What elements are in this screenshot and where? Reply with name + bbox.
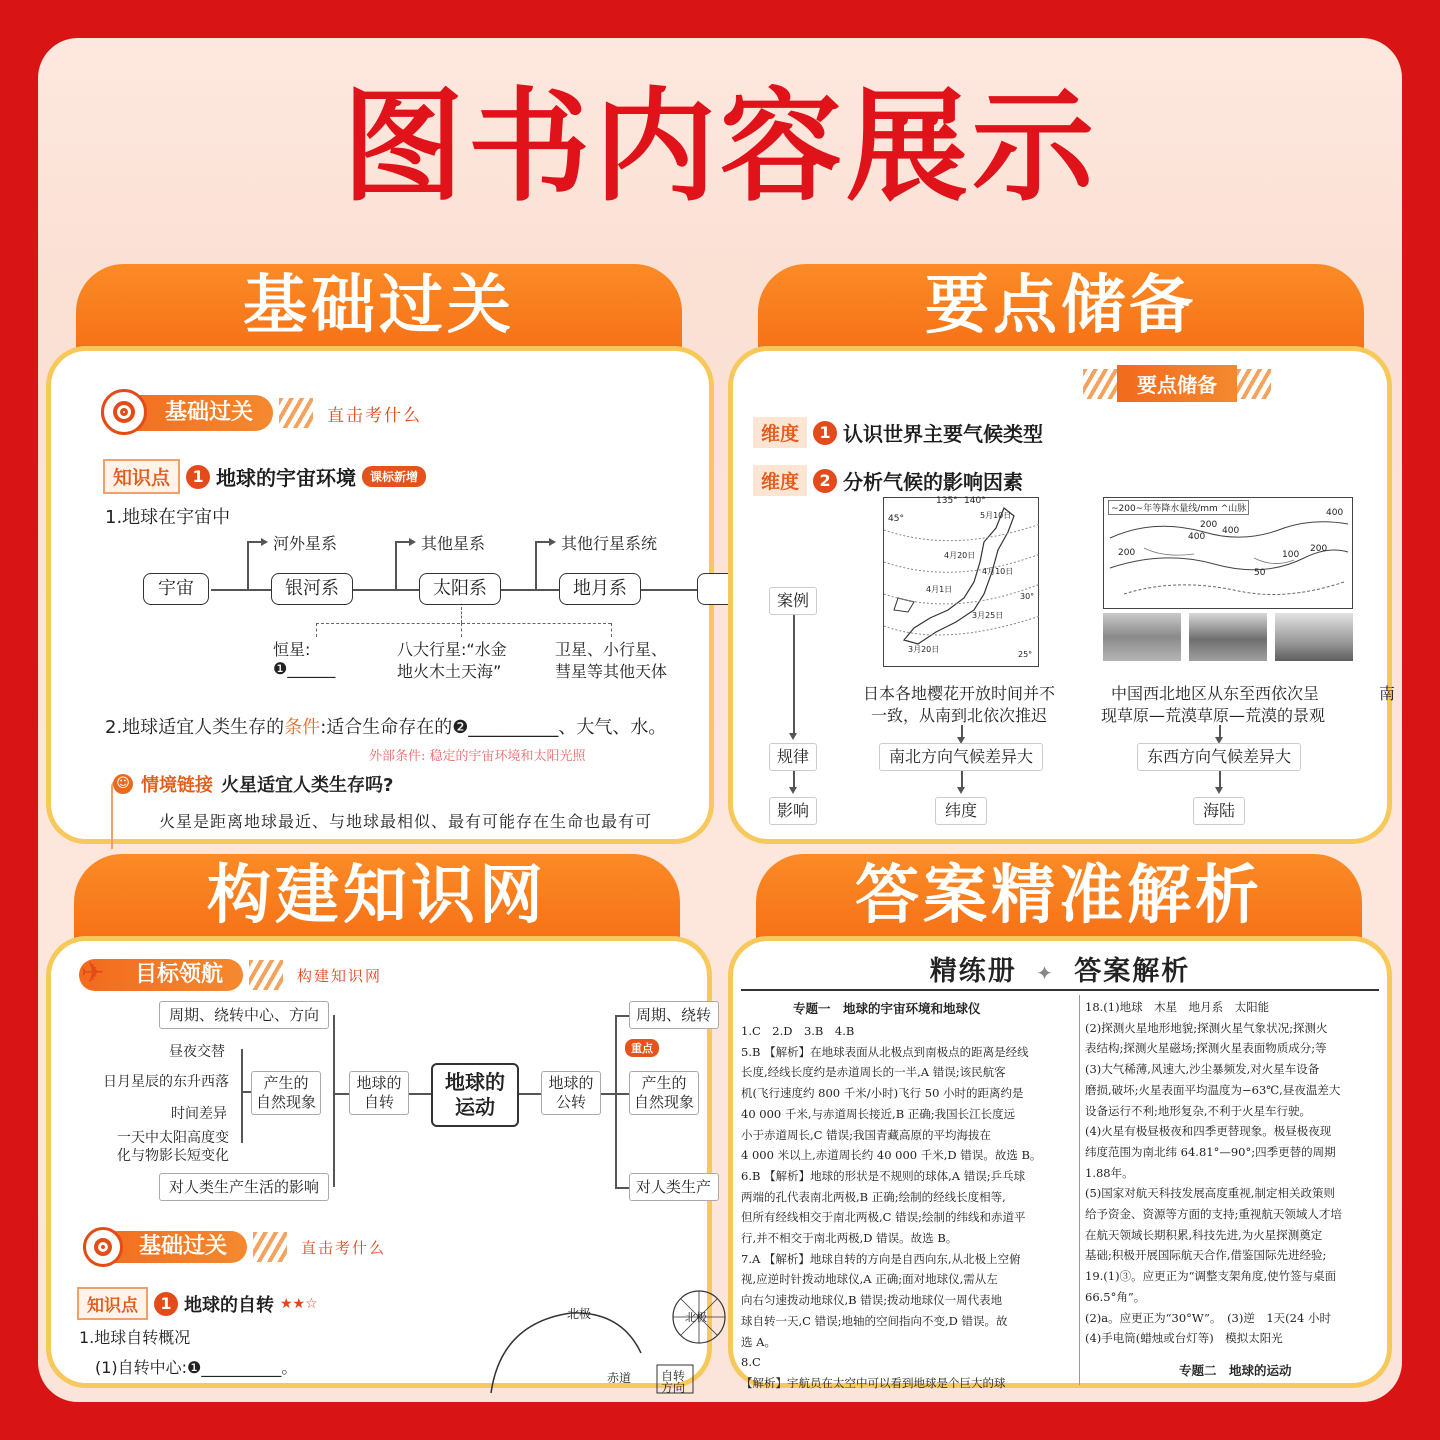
connector	[615, 1015, 629, 1017]
section-subtitle: 直击考什么	[327, 405, 423, 426]
case-1-line-1: 日本各地樱花开放时间并不	[863, 684, 1056, 703]
map-label: 4月1日	[926, 585, 953, 594]
connector	[615, 1015, 617, 1187]
dashed-connector	[611, 623, 612, 637]
section-label: 基础过关	[83, 1231, 247, 1263]
net-item: 对人类生产	[629, 1173, 719, 1201]
tab-basic-pass: 基础过关	[76, 264, 682, 374]
node-text: 地球的	[445, 1070, 505, 1094]
dashed-connector	[461, 607, 462, 623]
hatch-decoration	[279, 398, 313, 428]
fig-label: 北极	[567, 1307, 592, 1321]
connector	[615, 1187, 629, 1189]
panel-knowledge-net	[46, 936, 712, 1395]
node-text: 地球的	[548, 1074, 594, 1093]
page-title: 图书内容展示	[342, 76, 1098, 218]
case-2-line-2: 现草原—荒漠草原—荒漠的景观	[1101, 706, 1326, 725]
left-heading: 专题一 地球的宇宙环境和地球仪	[793, 1001, 981, 1016]
panel-answer-analysis	[728, 936, 1392, 1388]
answer-title	[733, 949, 1387, 988]
fig-label: 北极	[685, 1311, 707, 1324]
kp-number: 1	[186, 465, 210, 489]
dim-tag: 维度	[753, 465, 807, 496]
sub-label: 八大行星:“水金	[397, 640, 507, 659]
answer-title-a: 精练册	[929, 956, 1017, 987]
node-earth-motion	[431, 1063, 519, 1127]
section-subtitle: 构建知识网	[297, 966, 383, 985]
map-label: 200	[1118, 548, 1136, 558]
node-revolution	[541, 1071, 601, 1115]
tab-knowledge-net: 构建知识网	[74, 854, 680, 964]
fig-label: 赤道	[607, 1371, 632, 1385]
branch-line	[395, 541, 397, 589]
case-1-line-2: 一致，从南到北依次推迟	[871, 706, 1048, 725]
node-text: 自然现象	[633, 1093, 694, 1111]
sub-label: 卫星、小行星、	[555, 640, 668, 659]
node-text: 运动	[455, 1095, 495, 1119]
net-item: 对人类生产生活的影响	[159, 1173, 329, 1201]
item-heading: 1.地球自转概况	[79, 1328, 191, 1347]
hatch-decoration	[253, 1232, 287, 1262]
map-label: 3月25日	[972, 611, 1004, 620]
section-subtitle: 直击考什么	[301, 1238, 387, 1257]
section-label: 要点储备	[1117, 365, 1237, 402]
map-label: 50	[1254, 568, 1266, 578]
node-text: 自然现象	[255, 1093, 316, 1111]
sub-label: 地火木土天海”	[397, 662, 502, 681]
tab-answer-analysis: 答案精准解析	[756, 854, 1362, 964]
row-label-rule: 规律	[769, 743, 817, 771]
net-item: 周期、绕转中心、方向	[159, 1001, 329, 1029]
node-phenomena-right	[629, 1071, 699, 1115]
case-3: 南	[1379, 684, 1396, 703]
dim-title: 分析气候的影响因素	[843, 470, 1024, 494]
node-text: 自转	[363, 1093, 394, 1111]
map-legend: ~200~年等降水量线/mm ^山脉	[1108, 500, 1249, 515]
branch-line	[247, 541, 249, 589]
content-card	[38, 38, 1402, 1402]
right-heading: 专题二 地球的运动	[1179, 1363, 1292, 1378]
kp-tag: 知识点	[103, 459, 180, 494]
kp-badge: 课标新增	[362, 466, 426, 487]
smile-icon: ☺	[113, 774, 133, 794]
desert-photo	[1275, 613, 1353, 661]
connector	[333, 1015, 335, 1187]
map-label: 140°	[964, 496, 986, 506]
effect-1: 纬度	[935, 797, 987, 825]
blank-1: ❶______	[273, 659, 336, 678]
section-header	[101, 395, 422, 431]
map-label: 100	[1282, 550, 1300, 560]
node-text: 产生的	[641, 1074, 687, 1093]
rule-1: 南北方向气候差异大	[879, 743, 1043, 771]
handwritten-note: 外部条件: 稳定的宇宙环境和太阳光照	[369, 749, 586, 764]
section-header	[79, 956, 383, 991]
star-divider-icon: ✦	[1036, 961, 1055, 985]
net-item: 昼夜交替	[169, 1044, 225, 1060]
dashed-connector	[316, 623, 317, 637]
grassland-photo	[1103, 613, 1181, 661]
net-item: 一天中太阳高度变	[117, 1130, 229, 1146]
panel-key-points	[728, 346, 1396, 844]
hatch-decoration	[1083, 369, 1117, 399]
section-label: 基础过关	[101, 395, 273, 431]
map-label: 400	[1222, 526, 1240, 536]
map-label: 45°	[888, 514, 904, 524]
item-2-keyword: 条件	[284, 717, 321, 738]
connector	[615, 1093, 629, 1095]
node-phenomena-left	[251, 1071, 321, 1115]
section-label: 目标领航	[79, 959, 243, 991]
tab-key-points: 要点储备	[758, 264, 1364, 374]
node-rotation	[349, 1071, 409, 1115]
link-text: 火星是距离地球最近、与地球最相似、最有可能存在生命也最有可	[159, 812, 653, 831]
branch-label: 其他星系	[421, 534, 486, 553]
dashed-connector	[461, 623, 462, 637]
connector	[519, 1093, 543, 1095]
map-label: 4月20日	[944, 551, 976, 560]
effect-2: 海陆	[1193, 797, 1245, 825]
paper-plane-icon: ✈	[81, 956, 105, 989]
map-label: 200	[1310, 544, 1328, 554]
map-label: 4月10日	[982, 567, 1014, 576]
kp-stars: ★★☆	[280, 1295, 318, 1312]
arrow	[549, 538, 556, 546]
hatch-decoration	[249, 960, 283, 990]
kp-number: 1	[154, 1292, 178, 1316]
branch-line	[535, 541, 537, 589]
map-label: 135°	[936, 496, 958, 506]
hatch-decoration	[1237, 369, 1271, 399]
arrow	[409, 538, 416, 546]
knowledge-point	[103, 459, 426, 494]
connector	[793, 615, 795, 735]
link-title: 火星适宜人类生存吗?	[221, 775, 394, 796]
net-item: 日月星辰的东升西落	[103, 1074, 229, 1090]
dim-title: 认识世界主要气候类型	[843, 422, 1044, 446]
map-label: 400	[1326, 508, 1344, 518]
map-label: 5月10日	[980, 511, 1012, 520]
arrow	[957, 787, 965, 794]
node-solar-system: 太阳系	[419, 573, 501, 605]
target-icon	[101, 389, 147, 435]
item-blank: (1)自转中心:❶__________。	[95, 1358, 298, 1377]
row-label-case: 案例	[769, 587, 817, 615]
dim-number: 2	[813, 469, 837, 493]
item-2-text: :适合生命存在的❷__________、大气、水。	[320, 717, 667, 738]
row-label-effect: 影响	[769, 797, 817, 825]
right-answers: 18.(1)地球 木星 地月系 太阳能 (2)探测火星地形地貌;探测火星气象状况;探测火 表结构;探测火星磁场;探测火星表面物质成分;等 (3)大气稀薄,风速大,沙尘暴频发,对火星车设备 磨损,破坏;火星表面平均温度为−63℃,昼夜温差大 设备运行不利;地形复杂,不利于火星车行驶。 (4)火星有极昼极夜和四季更替现象。极昼极夜现 纬度范围为南北纬 64.81°—90°;四季更替的周期 1.88年。 (5)国家对航天科技发展高度重视,制定相关政策则 给予资金、资源等方面的支持;重视航天领域人才培 在航天领域长期积累,科技先进,为火星探测奠定 基础;积极开展国际航天合作,借鉴国际先进经验; 19.(1)③。应更正为“调整支架角度,使竹签与桌面 66.5°角”。 (2)a。应更正为“30°W”。 (3)逆 1天(24 小时 (4)手电筒(蜡烛或台灯等) 模拟太阳光	[1085, 1000, 1342, 1346]
item-2	[105, 713, 666, 739]
node-text: 地球的	[356, 1074, 402, 1093]
kp-tag: 知识点	[77, 1287, 148, 1320]
dashed-connector	[316, 623, 611, 624]
japan-map-svg	[884, 498, 1040, 668]
branch-label: 其他行星系统	[561, 534, 658, 553]
kp-title: 地球的自转	[184, 1294, 274, 1316]
connector	[409, 1093, 433, 1095]
map-label: 200	[1200, 520, 1218, 530]
node-milky-way: 银河系	[271, 573, 353, 605]
dimension-2	[753, 465, 1023, 496]
node-earth-moon: 地月系	[559, 573, 641, 605]
net-item: 周期、绕转	[629, 1001, 719, 1029]
item-heading: 1.地球在宇宙中	[105, 507, 231, 528]
map-label: 400	[1188, 532, 1206, 542]
arrow	[261, 538, 268, 546]
desert-steppe-photo	[1189, 613, 1267, 661]
connector	[241, 1049, 243, 1143]
target-icon	[83, 1227, 123, 1267]
key-badge: 重点	[625, 1039, 659, 1057]
sub-label: 彗星等其他天体	[555, 662, 668, 681]
dim-number: 1	[813, 421, 837, 445]
net-item: 化与物影长短变化	[117, 1148, 229, 1164]
left-answers: 1.C 2.D 3.B 4.B 5.B 【解析】在地球表面从北极点到南极点的距离是经线 长度,经线长度约是赤道周长的一半,A 错误;该民航客 机(飞行速度约 800 千米/小时)飞行 50 小时的距离约是 40 000 千米,与赤道周长接近,B 正确;我国长江长度远 小于赤道周长,C 错误;我国青藏高原的平均海拔在 4 000 米以上,赤道周长约 40 000 千米,D 错误。故选 B。 6.B 【解析】地球的形状是不规则的球体,A 错误;乒乓球 两端的孔代表南北两极,B 正确;绘制的经线长度相等, 但所有经线相交于南北两极,C 错误;绘制的纬线和赤道平 行,并不相交于南北两极,D 错误。故选 B。 7.A 【解析】地球自转的方向是自西向东,从北极上空俯 视,应逆时针拨动地球仪,A 正确;面对地球仪,需从左 向右匀速拨动地球仪,B 错误;拨动地球仪一周代表地 球自转一天,C 错误;地轴的空间指向不变,D 错误。故 选 A。 8.C 【解析】宇航员在太空中可以看到地球是个巨大的球	[741, 1024, 1042, 1390]
column-divider	[1079, 995, 1080, 1385]
map-label: 3月20日	[908, 645, 940, 654]
title-rule	[741, 989, 1379, 991]
dim-tag: 维度	[753, 417, 807, 448]
kp-title: 地球的宇宙环境	[216, 466, 357, 490]
item-2-text: 2.地球适宜人类生存的	[105, 717, 285, 738]
arrow	[1215, 787, 1223, 794]
fig-label: 自转	[661, 1369, 686, 1383]
map-label: 25°	[1018, 650, 1033, 659]
arrow	[789, 787, 797, 794]
map-label: 30°	[1020, 592, 1035, 601]
node-text: 公转	[555, 1093, 586, 1111]
answer-title-b: 答案解析	[1074, 956, 1191, 987]
net-item: 时间差异	[171, 1106, 227, 1122]
china-map	[1103, 497, 1353, 609]
dimension-1	[753, 417, 1043, 448]
context-link	[113, 771, 393, 797]
node-universe: 宇宙	[143, 573, 209, 605]
case-2-line-1: 中国西北地区从东至西依次呈	[1111, 684, 1320, 703]
fig-label: 方向	[661, 1381, 686, 1395]
section-header-2	[83, 1231, 386, 1263]
arrow	[789, 733, 797, 740]
sub-label: 恒星:	[273, 640, 311, 659]
node-text: 产生的	[263, 1074, 309, 1093]
branch-label: 河外星系	[273, 534, 338, 553]
japan-map	[883, 497, 1039, 667]
section-header	[1077, 365, 1271, 402]
connector	[601, 1093, 615, 1095]
rule-2: 东西方向气候差异大	[1137, 743, 1301, 771]
knowledge-point	[77, 1287, 318, 1320]
link-label: 情境链接	[141, 775, 213, 796]
panel-basic-pass	[46, 346, 714, 844]
title-notch	[684, 268, 756, 304]
